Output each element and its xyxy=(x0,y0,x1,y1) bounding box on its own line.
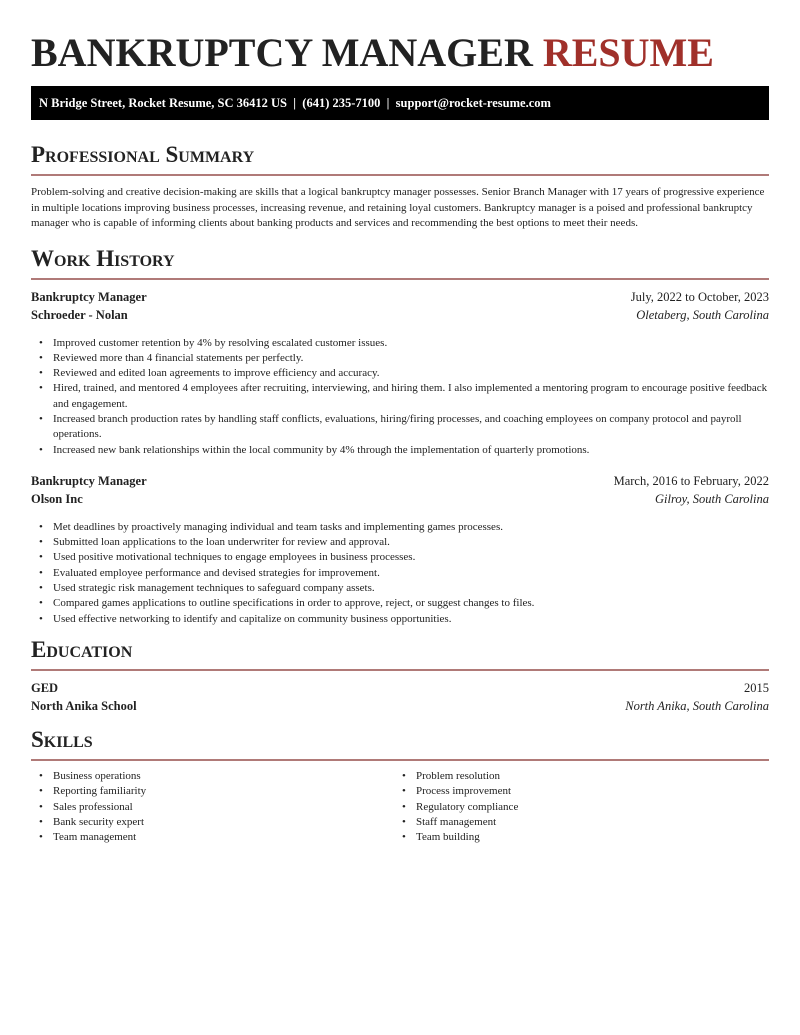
school-location: North Anika, South Carolina xyxy=(625,698,769,713)
skill-item: • Team building xyxy=(394,830,757,845)
skill-item: • Business operations xyxy=(31,769,394,784)
list-item: • Used strategic risk management techniques to safeguard company assets. xyxy=(31,581,769,596)
list-item: • Increased new bank relationships within the local community by 4% through the implementation of quarterly promotions. xyxy=(31,443,769,458)
list-item: • Hired, trained, and mentored 4 employees after recruiting, interviewing, and hiring them. I also implemented a mentoring program to encourage positive feedback and engagement. xyxy=(31,381,769,412)
section-heading: Skills xyxy=(31,726,93,752)
list-item: • Reviewed and edited loan agreements to improve efficiency and accuracy. xyxy=(31,366,769,381)
job-title: Bankruptcy Manager xyxy=(31,473,147,488)
job-bullets xyxy=(31,336,769,458)
work-history-section xyxy=(31,246,769,627)
job-title: Bankruptcy Manager xyxy=(31,289,147,304)
resume-title: BANKRUPTCY MANAGER RESUME xyxy=(31,30,714,75)
section-heading: Professional Summary xyxy=(31,142,255,167)
list-item: • Submitted loan applications to the loan underwriter for review and approval. xyxy=(31,535,769,550)
skill-item: • Team management xyxy=(31,830,394,845)
separator: | xyxy=(293,96,297,110)
summary-section xyxy=(31,142,769,232)
section-divider xyxy=(31,759,769,761)
degree: GED xyxy=(31,680,59,695)
job-location: Oletaberg, South Carolina xyxy=(636,307,769,322)
company-name: Schroeder - Nolan xyxy=(31,307,128,322)
job-entry xyxy=(31,472,769,627)
job-dates: July, 2022 to October, 2023 xyxy=(630,289,769,304)
list-item: • Improved customer retention by 4% by resolving escalated customer issues. xyxy=(31,336,769,351)
separator: | xyxy=(386,96,390,110)
school-name: North Anika School xyxy=(31,698,137,713)
list-item: • Used positive motivational techniques to engage employees in business processes. xyxy=(31,550,769,565)
skills-list-right xyxy=(394,769,757,845)
list-item: • Increased branch production rates by handling staff conflicts, evaluations, hiring/firing processes, and coaching employees on company protocol and payroll operations. xyxy=(31,412,769,443)
section-heading: Education xyxy=(31,636,133,662)
title-accent: RESUME xyxy=(542,30,714,75)
job-location: Gilroy, South Carolina xyxy=(654,491,769,506)
summary-text: Problem-solving and creative decision-making are skills that a logical bankruptcy manager possesses. Senior Branch Manager with 17 years of progressive experience in multiple locations improving business processes, increasing revenue, and retaining loyal customers. Bankruptcy manager is a poised and professional bankruptcy manager who is capable of informing clients about banking products and services and recommending the best options to meet their needs. xyxy=(31,186,765,229)
company-name: Olson Inc xyxy=(31,491,83,506)
list-item: • Evaluated employee performance and devised strategies for improvement. xyxy=(31,566,769,581)
skill-item: • Regulatory compliance xyxy=(394,800,757,815)
job-dates: March, 2016 to February, 2022 xyxy=(613,473,769,488)
list-item: • Compared games applications to outline specifications in order to approve, reject, or suggest changes to files. xyxy=(31,596,769,611)
skill-item: • Staff management xyxy=(394,815,757,830)
list-item: • Used effective networking to identify and capitalize on community business opportunities. xyxy=(31,612,769,627)
skills-list-left xyxy=(31,769,394,845)
skill-item: • Sales professional xyxy=(31,800,394,815)
skill-item: • Bank security expert xyxy=(31,815,394,830)
contact-address: N Bridge Street, Rocket Resume, SC 36412 US xyxy=(39,96,288,110)
contact-bar xyxy=(31,86,769,120)
job-entry xyxy=(31,288,769,458)
education-section xyxy=(31,637,769,715)
skill-item: • Problem resolution xyxy=(394,769,757,784)
section-heading: Work History xyxy=(31,245,175,271)
section-divider xyxy=(31,174,769,176)
skills-section xyxy=(31,727,769,845)
skill-item: • Reporting familiarity xyxy=(31,784,394,799)
section-divider xyxy=(31,669,769,671)
section-divider xyxy=(31,278,769,280)
job-bullets xyxy=(31,520,769,627)
education-year: 2015 xyxy=(744,680,769,695)
list-item: • Reviewed more than 4 financial statements per perfectly. xyxy=(31,351,769,366)
contact-email[interactable]: support@rocket-resume.com xyxy=(395,96,551,110)
contact-phone: (641) 235-7100 xyxy=(302,96,381,110)
skill-item: • Process improvement xyxy=(394,784,757,799)
resume-page xyxy=(31,0,769,845)
list-item: • Met deadlines by proactively managing individual and team tasks and implementing games processes. xyxy=(31,520,769,535)
